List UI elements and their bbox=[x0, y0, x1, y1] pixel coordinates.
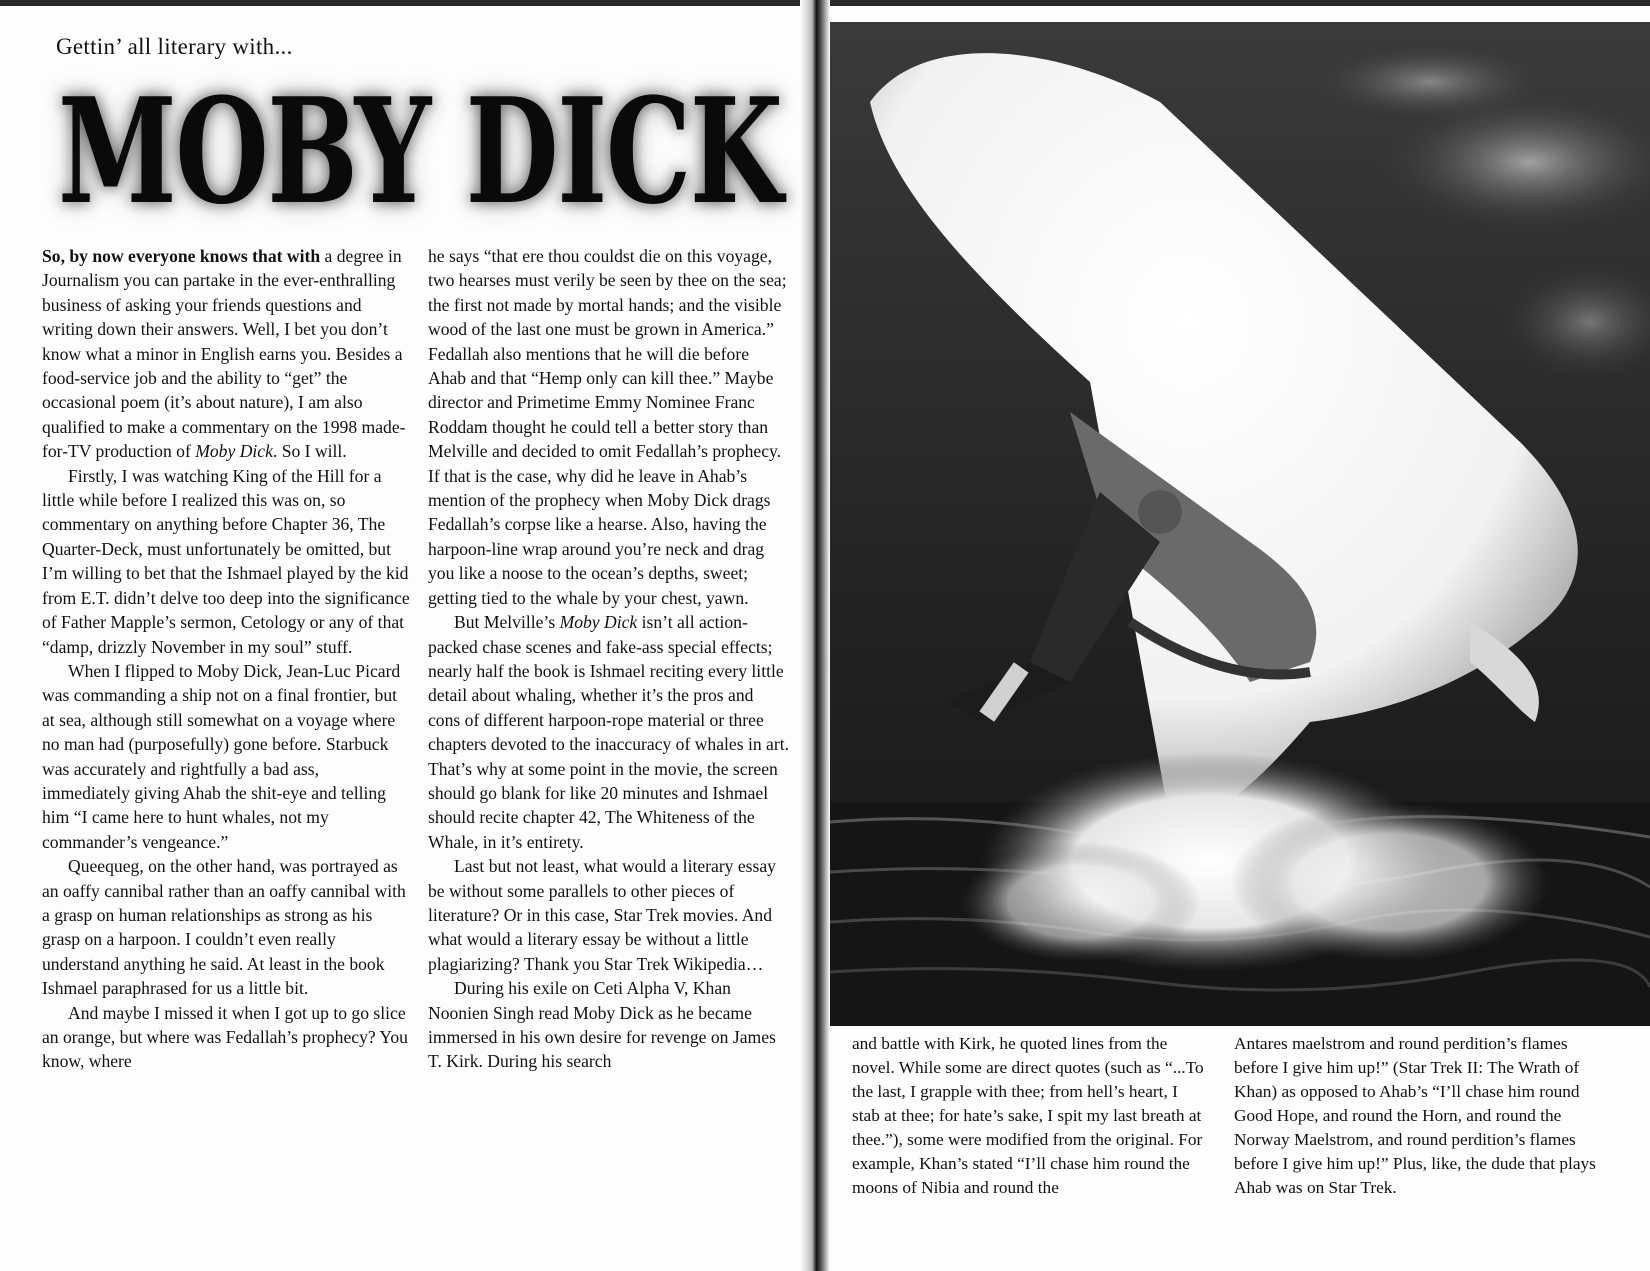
whale-photo bbox=[830, 22, 1650, 1026]
paragraph: Antares maelstrom and round perdition’s flames before I give him up!” (Star Trek II: The Wrath of Khan) as opposed to Ahab’s “I’ll chase him round Good Hope, and round the Horn, and round the Norway Maelstrom, and round perdition’s flames before I give him up!” Plus, like, the dude that plays Ahab was on Star Trek. bbox=[1234, 1034, 1596, 1197]
article-column-2 bbox=[428, 244, 790, 1074]
article-column-3 bbox=[852, 1032, 1208, 1200]
paragraph bbox=[428, 610, 790, 854]
headline-title: MOBY DICK bbox=[58, 67, 782, 237]
paragraph: and battle with Kirk, he quoted lines from the novel. While some are direct quotes (such as “...To the last, I grapple with thee; from hell’s heart, I stab at thee; for hate’s sake, I spit my last breath at thee.”), some were modified from the original. For example, Khan’s stated “I’ll chase him round the moons of Nibia and round the bbox=[852, 1034, 1204, 1197]
article-column-4 bbox=[1234, 1032, 1604, 1200]
headline bbox=[50, 62, 810, 242]
text-run: isn’t all action-packed chase scenes and fake-ass special effects; nearly half the book is Ishmael reciting every little detail about whaling, whether it’s the pros and cons of different harpoon-rope material or three chapters devoted to the inaccuracy of whales in art. That’s why at some point in the movie, the screen should go blank for like 20 minutes and Ishmael should recite chapter 42, The Whiteness of the Whale, in it’s entirety. bbox=[428, 612, 790, 852]
title-italic: Moby Dick bbox=[559, 612, 638, 633]
paragraph: During his exile on Ceti Alpha V, Khan Noonien Singh read Moby Dick as he became immersed in his own desire for revenge on James T. Kirk. During his search bbox=[428, 978, 776, 1072]
kicker: Gettin’ all literary with... bbox=[56, 34, 293, 59]
text-run: But Melville’s bbox=[454, 612, 560, 633]
left-page bbox=[0, 0, 810, 1271]
whale-illustration bbox=[830, 22, 1650, 1026]
text-run: . So I will. bbox=[272, 441, 347, 462]
paragraph: he says “that ere thou couldst die on this voyage, two hearses must verily be seen by thee on the sea; the first not made by mortal hands; and the visible wood of the last one must be grown in America.” Fedallah also mentions that he will die before Ahab and that “Hemp only can kill thee.” Maybe director and Primetime Emmy Nominee Franc Roddam thought he could tell a better story than Melville and decided to omit Fedallah’s prophecy. If that is the case, why did he leave in Ahab’s mention of the prophecy when Moby Dick drags Fedallah’s corpse like a hearse. Also, having the harpoon-line wrap around you’re neck and drag you like a noose to the ocean’s depths, sweet; getting tied to the whale by your chest, yawn. bbox=[428, 246, 787, 608]
paragraph: Queequeg, on the other hand, was portrayed as an oaffy cannibal rather than an oaffy cannibal with a grasp on human relationships as strong as his grasp on a harpoon. I couldn’t even really understand anything he said. At least in the book Ishmael paraphrased for us a little bit. bbox=[42, 856, 406, 999]
lead-in: So, by now everyone knows that with bbox=[42, 246, 321, 266]
paragraph: Firstly, I was watching King of the Hill for a little while before I realized this was on, so commentary on anything before Chapter 36, The Quarter-Deck, must unfortunately be omitted, but I’m willing to bet that the Ishmael played by the kid from E.T. didn’t delve too deep into the significance of Father Mapple’s sermon, Cetology or any of that “damp, drizzly November in my soul” stuff. bbox=[42, 465, 410, 657]
paragraph: When I flipped to Moby Dick, Jean-Luc Picard was commanding a ship not on a final frontier, but at sea, although still somewhat on a voyage where no man had (purposefully) gone before. Starbuck was accurately and rightfully a bad ass, immediately giving Ahab the shit-eye and telling him “I came here to hunt whales, not my commander’s vengeance.” bbox=[42, 660, 401, 852]
title-italic: Moby Dick bbox=[195, 441, 273, 462]
text-run: a degree in Journalism you can partake in the ever-enthralling business of asking your friends questions and writing down their answers. Well, I bet you don’t know what a minor in English earns you. Besides a food-service job and the ability to “get” the occasional poem (it’s about nature), I am also qualified to make a commentary on the 1998 made-for-TV production of bbox=[42, 246, 406, 462]
paragraph: Last but not least, what would a literary essay be without some parallels to other pieces of literature? Or in this case, Star Trek movies. And what would a literary essay be without a little plagiarizing? Thank you Star Trek Wikipedia… bbox=[428, 856, 776, 974]
article-column-1 bbox=[42, 244, 410, 1074]
paragraph: And maybe I missed it when I got up to go slice an orange, but where was Fedallah’s prophecy? You know, where bbox=[42, 1002, 408, 1072]
paragraph bbox=[42, 244, 410, 464]
book-gutter bbox=[800, 0, 830, 1271]
